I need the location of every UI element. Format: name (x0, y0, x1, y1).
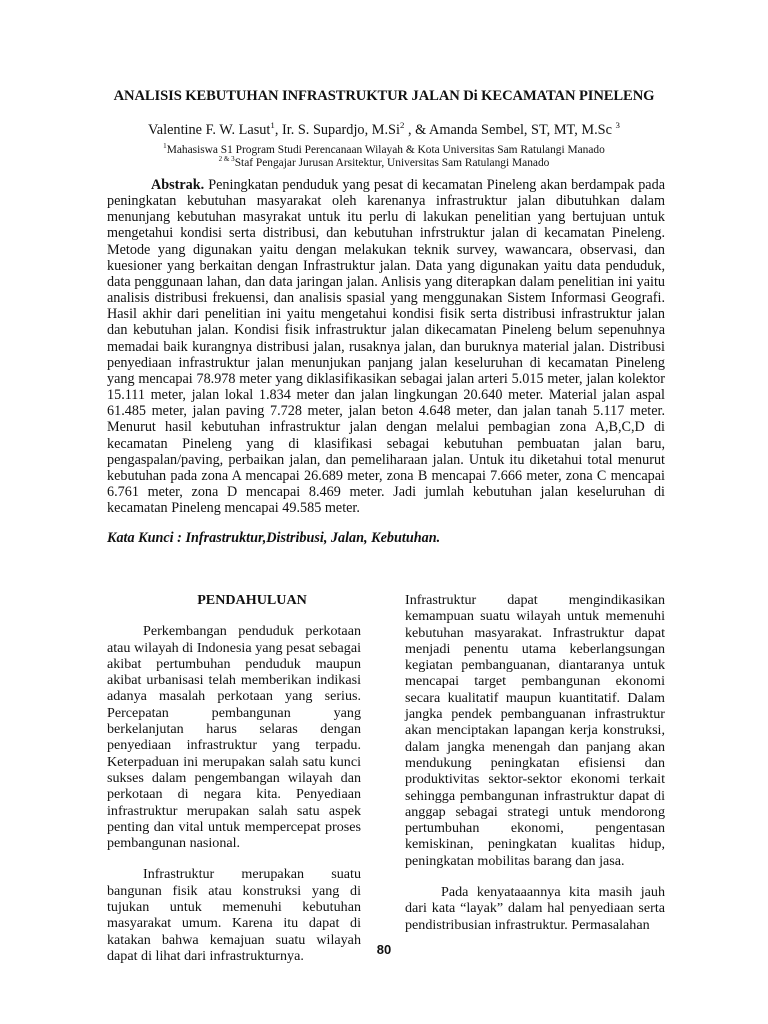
affiliation-2-mark: 2 & 3 (218, 155, 235, 164)
affiliation-2 (0, 157, 768, 170)
keywords: Kata Kunci : Infrastruktur,Distribusi, Jalan, Kebutuhan. (107, 530, 441, 546)
paragraph: Infrastruktur merupakan suatu bangunan fisik atau konstruksi yang di tujukan untuk memenuhi kebutuhan masyarakat umum. Karena itu dapat di katakan bahwa kemajuan suatu wilayah dapat di lihat dari infrastrukturnya. (107, 866, 361, 964)
paper-title: ANALISIS KEBUTUHAN INFRASTRUKTUR JALAN Di KECAMATAN PINELENG (113, 88, 655, 104)
paragraph: Infrastruktur dapat mengindikasikan kemampuan suatu wilayah untuk memenuhi kebutuhan masyarakat. Infrastruktur dapat menjadi penentu utama keberlangsungan kegiatan pembanguanan, diantaranya untuk mencapai target pembangunan ekonomi secara kualitatif maupun kuantitatif. Dalam jangka pendek pembanguanan infrastruktur akan menciptakan lapangan kerja konstruksi, dalam jangka menengah dan panjang akan mendukung peningkatan efisiensi dan produktivitas sektor-sektor ekonomi terkait sehingga pembangunan infrastruktur dapat di anggap sebagai strategi untuk mendorong pertumbuhan ekonomi, pengentasan kemiskinan, peningkatan kualitas hidup, peningkatan mobilitas barang dan jasa. (405, 592, 665, 869)
author-1: Valentine F. W. Lasut (148, 122, 271, 138)
author-2-affil-mark: 2 (399, 120, 405, 131)
author-2: , Ir. S. Supardjo, M.Si (274, 122, 400, 138)
left-column (107, 592, 361, 964)
abstract (107, 177, 665, 516)
paragraph: Perkembangan penduduk perkotaan atau wilayah di Indonesia yang pesat sebagai akibat pertumbuhan penduduk maupun akibat urbanisasi telah memberikan indikasi adanya masalah perkotaan yang serius. Percepatan pembangunan yang berkelanjutan harus selaras dengan penyediaan infrastruktur yang terpadu. Keterpaduan ini merupakan salah satu kunci sukses dalam pengembangan wilayah dan perkotaan di negara kita. Penyediaan infrastruktur merupakan salah satu aspek penting dan vital untuk mempercepat proses pembangunan nasional. (107, 623, 361, 852)
affiliation-1-text: Mahasiswa S1 Program Studi Perencanaan Wilayah & Kota Universitas Sam Ratulangi Manado (166, 144, 605, 156)
affiliation-2-text: Staf Pengajar Jurusan Arsitektur, Universitas Sam Ratulangi Manado (234, 157, 550, 169)
affiliation-1 (0, 144, 768, 157)
author-1-affil-mark: 1 (270, 120, 275, 131)
author-3-affil-mark: 3 (615, 120, 620, 131)
affiliation-1-mark: 1 (163, 142, 167, 151)
author-3: , & Amanda Sembel, ST, MT, M.Sc (404, 122, 612, 138)
paragraph: Pada kenyataaannya kita masih jauh dari kata “layak” dalam hal penyediaan serta pendistribusian infrastruktur. Permasalahan (405, 884, 665, 933)
right-column (405, 592, 665, 933)
abstract-label: Abstrak. (151, 177, 205, 193)
abstract-text: Peningkatan penduduk yang pesat di kecamatan Pineleng akan berdampak pada peningkatan kebutuhan masyarakat oleh karenanya infrastruktur jalan dibutuhkan dalam menunjang kebutuhan masyrakat untuk itu perlu di lakukan penelitian yang bertujuan untuk mengetahui kondisi serta distribusi, dan kebutuhan infrstruktur jalan di kecamatan Pineleng. Metode yang digunakan yaitu dengan melakukan teknik survey, wawancara, observasi, dan kuesioner yang berkaitan dengan Infrastruktur jalan. Data yang digunakan yaitu data penduduk, data penggunaan lahan, dan data jaringan jalan. Anlisis yang diterapkan dalam penelitian ini yaitu analisis distribusi frekuensi, dan analisis spasial yang menggunakan Sistem Informasi Geografi. Hasil akhir dari penelitian ini yaitu mengetahui kondisi fisik serta distribusi infrastruktur jalan dan kebutuhan jalan. Kondisi fisik infrastruktur jalan dikecamatan Pineleng belum sepenuhnya memadai baik kurangnya distribusi jalan, rusaknya jalan, dan buruknya material jalan. Distribusi penyediaan infrastruktur jalan menunjukan panjang jalan keseluruhan di kecamatan Pineleng yang mencapai 78.978 meter yang diklasifikasikan sebagai jalan arteri 5.015 meter, jalan kolektor 15.111 meter, jalan lokal 1.834 meter dan jalan lingkungan 20.640 meter. Material jalan aspal 61.485 meter, jalan paving 7.728 meter, jalan beton 4.648 meter, dan jalan tanah 5.117 meter. Menurut hasil kebutuhan infrastruktur jalan dengan melalui pembagian zona A,B,C,D di kecamatan Pineleng yang di klasifikasi sebagai kebutuhan pembuatan jalan baru, pengaspalan/paving, perbaikan jalan, dan pemeliharaan jalan. Untuk itu diketahui total menurut kebutuhan pada zona A mencapai 26.689 meter, zona B mencapai 7.666 meter, zona C mencapai 6.761 meter, zona D mencapai 8.469 meter. Jadi jumlah kebutuhan jalan keseluruhan di kecamatan Pineleng mencapai 49.585 meter. (107, 177, 665, 517)
page-number: 80 (376, 942, 392, 957)
author-line (0, 122, 768, 139)
section-heading-introduction: PENDAHULUAN (197, 592, 307, 608)
